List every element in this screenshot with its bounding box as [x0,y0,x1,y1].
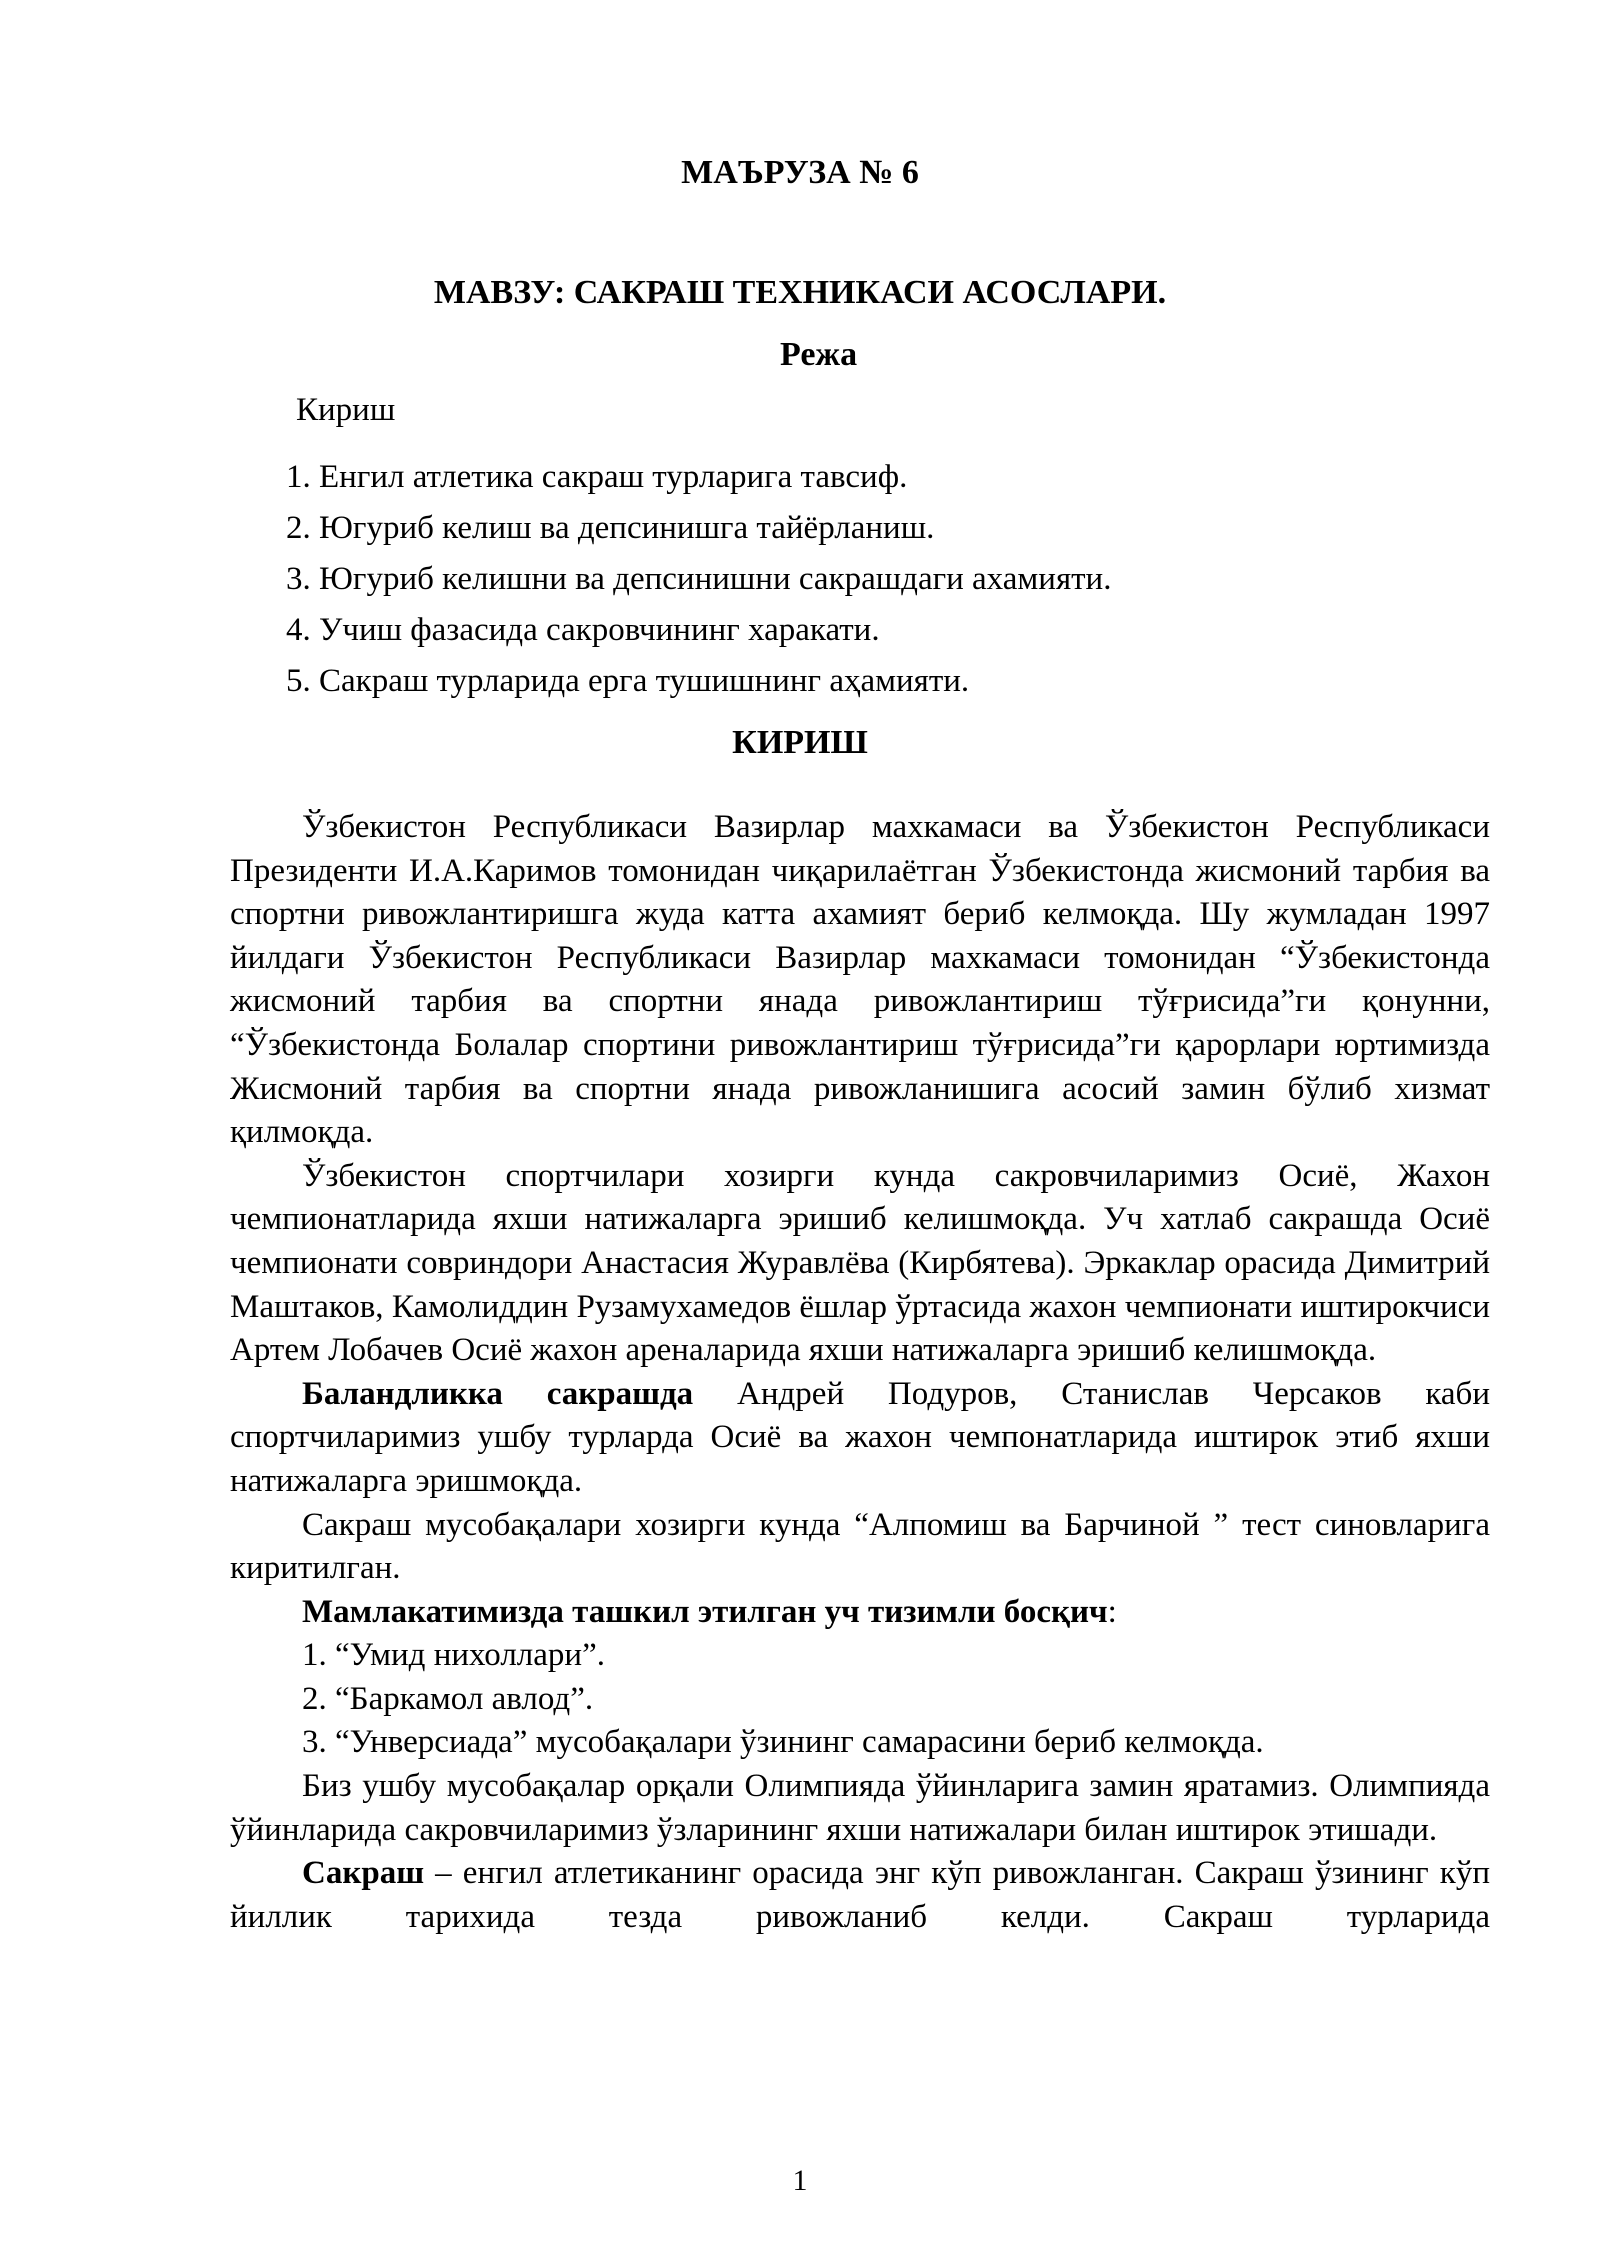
paragraph-5-bold: Мамлакатимизда ташкил этилган уч тизимли босқич [302,1593,1108,1630]
paragraph-3-text: Андрей Подуров, Станислав Черсаков каби спортчиларимиз ушбу турларда Осиё ва жахон чемпонатларида иштирок этиб яхши натижаларга эришмоқда. [230,1375,1490,1499]
plan-intro: Кириш [296,392,396,428]
paragraph-2: Ўзбекистон спортчилари хозирги кунда сакровчиларимиз Осиё, Жахон чемпионатларида яхши натижаларга эришиб келишмоқда. Уч хатлаб сакрашда Осиё чемпионати совриндори Анастасия Журавлёва (Кирбятева). Эркаклар орасида Димитрий Маштаков, Камолиддин Рузамухамедов ёшлар ўртасида жахон чемпионати иштирокчиси Артем Лобачев Осиё жахон ареналарида яхши натижаларга эришиб келишмоқда. [230,1157,1490,1369]
paragraph-6: Биз ушбу мусобақалар орқали Олимпияда ўйинларига замин яратамиз. Олимпияда ўйинларида сакровчиларимиз ўзларининг яхши натижалари билан иштирок этишади. [230,1768,1490,1848]
list-item: 1. “Умид нихоллари”. [302,1637,605,1674]
paragraph-1: Ўзбекистон Республикаси Вазирлар махкамаси ва Ўзбекистон Республикаси Президенти И.А.Каримов томонидан чиқарилаётган Ўзбекистонда жисмоний тарбия ва спортни ривожлантиришга жуда катта ахамият бериб келмоқда. Шу жумладан 1997 йилдаги Ўзбекистон Республикаси Вазирлар махкамаси томонидан “Ўзбекистонда жисмоний тарбия ва спортни янада ривожлантириш тўғрисида”ги қонунни, “Ўзбекистонда Болалар спортини ривожлантириш тўғрисида”ги қарорлари юртимизда Жисмоний тарбия ва спортни янада ривожланишига асосий замин бўлиб хизмат қилмоқда. [230,809,1490,1151]
paragraph-3-bold: Баландликка сакрашда [302,1375,694,1412]
list-item: 2. “Баркамол авлод”. [302,1680,594,1717]
plan-item: 1. Енгил атлетика сакраш турларига тавсиф. [286,459,908,495]
page-number: 1 [792,2164,808,2197]
paragraph-7-text: – енгил атлетиканинг орасида энг кўп ривожланган. Сакраш ўзининг кўп йиллик тарихида тезда ривожланиб келди. Сакраш турларида [230,1855,1490,1935]
section-title: КИРИШ [732,724,868,761]
lecture-number: МАЪРУЗА № 6 [681,154,919,191]
paragraph-7 [230,1852,1490,1939]
paragraph-3 [230,1373,1490,1504]
plan-item: 2. Югуриб келиш ва депсинишга тайёрланиш. [286,510,935,546]
paragraph-7-bold: Сакраш [302,1855,425,1892]
paragraph-5 [230,1591,1490,1635]
paragraph-5-colon: : [1107,1593,1117,1630]
topic-title: МАВЗУ: САКРАШ ТЕХНИКАСИ АСОСЛАРИ. [433,274,1167,311]
body-text [230,806,1490,1939]
plan-list [286,452,1111,707]
plan-item: 4. Учиш фазасида сакровчининг харакати. [286,612,880,648]
plan-item: 5. Сакраш турларида ерга тушишнинг аҳамияти. [286,663,970,699]
plan-title: Режа [780,336,858,373]
list-item: 3. “Унверсиада” мусобақалари ўзининг самарасини бериб келмоқда. [302,1724,1264,1761]
paragraph-4: Сакраш мусобақалари хозирги кунда “Алпомиш ва Барчиной ” тест синовларига киритилган. [230,1506,1490,1587]
plan-item: 3. Югуриб келишни ва депсинишни сакрашдаги ахамияти. [286,561,1112,597]
